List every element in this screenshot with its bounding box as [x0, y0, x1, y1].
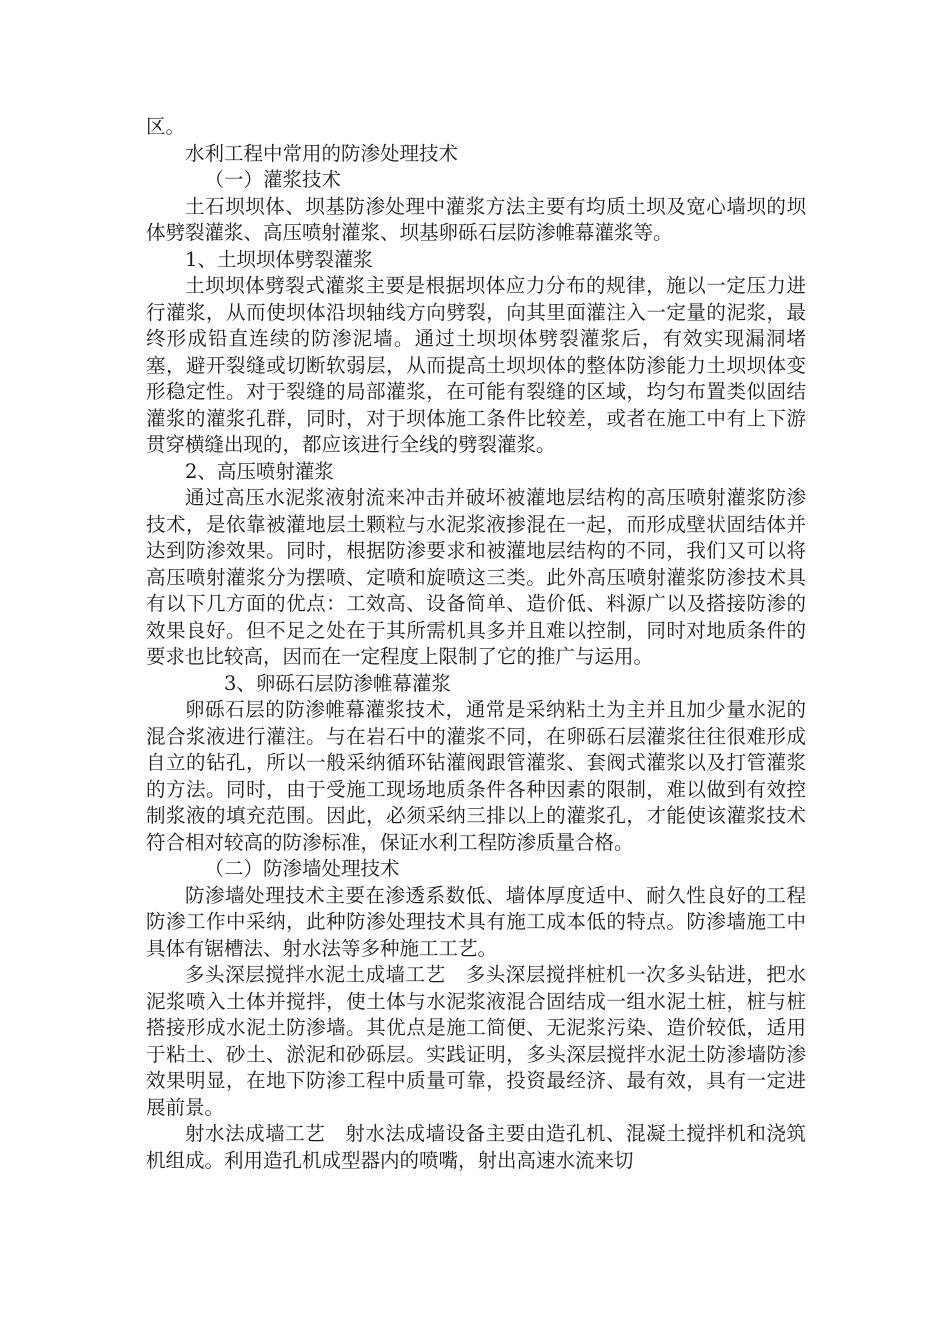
paragraph: 多头深层搅拌水泥土成墙工艺 多头深层搅拌桩机一次多头钻进，把水泥浆喷入土体并搅拌，使土体与水泥浆液混合固结成一组水泥土桩，桩与桩搭接形成水泥土防渗墙。其优点是施工简便、无泥浆污染、造价较低，适用于粘土、砂土、淤泥和砂砾层。实践证明，多头深层搅拌水泥土防渗墙防渗效果明显，在地下防渗工程中质量可靠，投资最经济、最有效，具有一定进展前景。	[146, 963, 806, 1119]
section-heading: 水利工程中常用的防渗处理技术	[185, 141, 459, 165]
item-heading: 1、土坝坝体劈裂灌浆	[185, 247, 373, 271]
paragraph: 防渗墙处理技术主要在渗透系数低、墙体厚度适中、耐久性良好的工程防渗工作中采纳，此种防渗处理技术具有施工成本低的特点。防渗墙施工中具体有锯槽法、射水法等多种施工工艺。	[146, 883, 806, 960]
paragraph: 区。	[146, 115, 186, 138]
paragraph: 卵砾石层的防渗帷幕灌浆技术，通常是采纳粘土为主并且加少量水泥的混合浆液进行灌注。与在岩石中的灌浆不同，在卵砾石层灌浆往往很难形成自立的钻孔，所以一般采纳循环钻灌阀跟管灌浆、套阀式灌浆以及打管灌浆的方法。同时，由于受施工现场地质条件各种因素的限制，难以做到有效控制浆液的填充范围。因此，必须采纳三排以上的灌浆孔，才能使该灌浆技术符合相对较高的防渗标准，保证水利工程防渗质量合格。	[146, 698, 806, 854]
subsection-heading: （二）防渗墙处理技术	[204, 857, 400, 880]
document-body	[146, 114, 806, 1174]
paragraph: 射水法成墙工艺 射水法成墙设备主要由造孔机、混凝土搅拌机和浇筑机组成。利用造孔机成型器内的喷嘴，射出高速水流来切	[146, 1122, 806, 1172]
paragraph: 土石坝坝体、坝基防渗处理中灌浆方法主要有均质土坝及宽心墙坝的坝体劈裂灌浆、高压喷射灌浆、坝基卵砾石层防渗帷幕灌浆等。	[146, 194, 806, 244]
item-heading: 3、卵砾石层防渗帷幕灌浆	[224, 671, 451, 695]
item-heading: 2、高压喷射灌浆	[185, 459, 334, 483]
subsection-heading: （一）灌浆技术	[204, 168, 342, 191]
paragraph: 土坝坝体劈裂式灌浆主要是根据坝体应力分布的规律，施以一定压力进行灌浆，从而使坝体沿坝轴线方向劈裂，向其里面灌注入一定量的泥浆，最终形成铅直连续的防渗泥墙。通过土坝坝体劈裂灌浆后，有效实现漏洞堵塞，避开裂缝或切断软弱层，从而提高土坝坝体的整体防渗能力土坝坝体变形稳定性。对于裂缝的局部灌浆，在可能有裂缝的区域，均匀布置类似固结灌浆的灌浆孔群，同时，对于坝体施工条件比较差，或者在施工中有上下游贯穿横缝出现的，都应该进行全线的劈裂灌浆。	[146, 274, 806, 456]
paragraph: 通过高压水泥浆液射流来冲击并破坏被灌地层结构的高压喷射灌浆防渗技术，是依靠被灌地层土颗粒与水泥浆液掺混在一起，而形成壁状固结体并达到防渗效果。同时，根据防渗要求和被灌地层结构的不同，我们又可以将高压喷射灌浆分为摆喷、定喷和旋喷这三类。此外高压喷射灌浆防渗技术具有以下几方面的优点：工效高、设备简单、造价低、料源广以及搭接防渗的效果良好。但不足之处在于其所需机具多并且难以控制，同时对地质条件的要求也比较高，因而在一定程度上限制了它的推广与运用。	[146, 486, 806, 668]
